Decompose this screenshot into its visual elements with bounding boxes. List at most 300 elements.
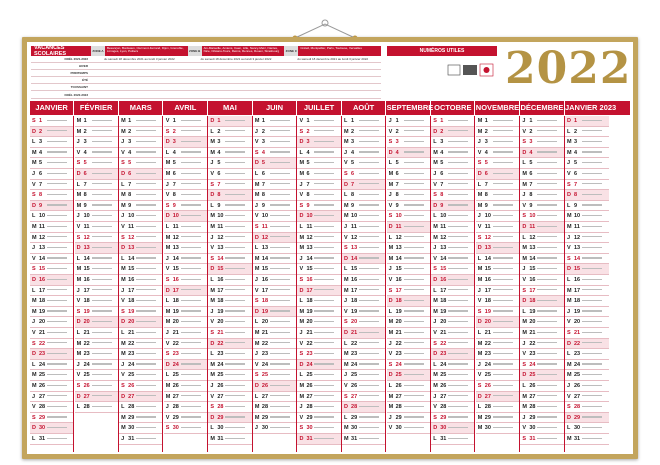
- day-cell[interactable]: [119, 222, 162, 233]
- day-cell[interactable]: [520, 233, 563, 244]
- day-cell[interactable]: [164, 243, 207, 254]
- day-cell[interactable]: [342, 402, 385, 413]
- day-cell[interactable]: [476, 381, 519, 392]
- day-cell[interactable]: [164, 360, 207, 371]
- day-cell[interactable]: [387, 360, 430, 371]
- day-cell[interactable]: [75, 158, 118, 169]
- day-cell[interactable]: [297, 423, 340, 434]
- day-cell[interactable]: [119, 296, 162, 307]
- day-cell[interactable]: [297, 127, 340, 138]
- day-cell[interactable]: [431, 307, 474, 318]
- day-cell[interactable]: [119, 286, 162, 297]
- day-cell[interactable]: [387, 286, 430, 297]
- day-cell[interactable]: [119, 349, 162, 360]
- day-cell[interactable]: [387, 158, 430, 169]
- day-cell[interactable]: [208, 190, 251, 201]
- day-cell[interactable]: [297, 370, 340, 381]
- day-cell[interactable]: [30, 116, 73, 127]
- day-cell[interactable]: [164, 264, 207, 275]
- day-cell[interactable]: [119, 413, 162, 424]
- day-cell[interactable]: [387, 370, 430, 381]
- day-cell[interactable]: [119, 339, 162, 350]
- day-cell[interactable]: [253, 169, 296, 180]
- day-cell[interactable]: [520, 317, 563, 328]
- day-cell[interactable]: [208, 307, 251, 318]
- day-cell[interactable]: [30, 211, 73, 222]
- day-cell[interactable]: [75, 148, 118, 159]
- day-cell[interactable]: [297, 317, 340, 328]
- day-cell[interactable]: [565, 275, 609, 286]
- day-cell[interactable]: [342, 370, 385, 381]
- day-cell[interactable]: [297, 254, 340, 265]
- day-cell[interactable]: [431, 127, 474, 138]
- day-cell[interactable]: [30, 349, 73, 360]
- day-cell[interactable]: [297, 264, 340, 275]
- day-cell[interactable]: [520, 137, 563, 148]
- day-cell[interactable]: [253, 413, 296, 424]
- day-cell[interactable]: [431, 169, 474, 180]
- day-cell[interactable]: [431, 317, 474, 328]
- day-cell[interactable]: [30, 137, 73, 148]
- day-cell[interactable]: [75, 370, 118, 381]
- day-cell[interactable]: [342, 434, 385, 445]
- day-cell[interactable]: [476, 190, 519, 201]
- day-cell[interactable]: [520, 222, 563, 233]
- day-cell[interactable]: [208, 116, 251, 127]
- day-cell[interactable]: [387, 137, 430, 148]
- day-cell[interactable]: [75, 222, 118, 233]
- day-cell[interactable]: [164, 222, 207, 233]
- day-cell[interactable]: [520, 254, 563, 265]
- day-cell[interactable]: [75, 254, 118, 265]
- day-cell[interactable]: [253, 349, 296, 360]
- day-cell[interactable]: [30, 328, 73, 339]
- day-cell[interactable]: [297, 116, 340, 127]
- day-cell[interactable]: [387, 296, 430, 307]
- day-cell[interactable]: [30, 201, 73, 212]
- day-cell[interactable]: [565, 148, 609, 159]
- day-cell[interactable]: [30, 127, 73, 138]
- day-cell[interactable]: [565, 413, 609, 424]
- day-cell[interactable]: [164, 296, 207, 307]
- day-cell[interactable]: [75, 360, 118, 371]
- day-cell[interactable]: [342, 296, 385, 307]
- day-cell[interactable]: [75, 180, 118, 191]
- day-cell[interactable]: [476, 211, 519, 222]
- day-cell[interactable]: [520, 180, 563, 191]
- day-cell[interactable]: [253, 296, 296, 307]
- day-cell[interactable]: [297, 339, 340, 350]
- day-cell[interactable]: [342, 264, 385, 275]
- day-cell[interactable]: [119, 328, 162, 339]
- day-cell[interactable]: [297, 137, 340, 148]
- day-cell[interactable]: [164, 339, 207, 350]
- day-cell[interactable]: [431, 360, 474, 371]
- day-cell[interactable]: [208, 211, 251, 222]
- day-cell[interactable]: [565, 317, 609, 328]
- day-cell[interactable]: [119, 275, 162, 286]
- day-cell[interactable]: [30, 317, 73, 328]
- day-cell[interactable]: [431, 254, 474, 265]
- day-cell[interactable]: [119, 423, 162, 434]
- day-cell[interactable]: [75, 392, 118, 403]
- day-cell[interactable]: [30, 360, 73, 371]
- day-cell[interactable]: [164, 413, 207, 424]
- day-cell[interactable]: [431, 201, 474, 212]
- day-cell[interactable]: [297, 211, 340, 222]
- day-cell[interactable]: [75, 211, 118, 222]
- day-cell[interactable]: [431, 296, 474, 307]
- day-cell[interactable]: [520, 286, 563, 297]
- day-cell[interactable]: [297, 190, 340, 201]
- day-cell[interactable]: [208, 222, 251, 233]
- day-cell[interactable]: [476, 296, 519, 307]
- day-cell[interactable]: [520, 328, 563, 339]
- day-cell[interactable]: [164, 275, 207, 286]
- day-cell[interactable]: [253, 264, 296, 275]
- day-cell[interactable]: [75, 137, 118, 148]
- day-cell[interactable]: [520, 339, 563, 350]
- day-cell[interactable]: [431, 434, 474, 445]
- day-cell[interactable]: [75, 317, 118, 328]
- day-cell[interactable]: [520, 211, 563, 222]
- day-cell[interactable]: [164, 317, 207, 328]
- day-cell[interactable]: [342, 116, 385, 127]
- day-cell[interactable]: [208, 317, 251, 328]
- day-cell[interactable]: [565, 307, 609, 318]
- day-cell[interactable]: [297, 169, 340, 180]
- day-cell[interactable]: [387, 264, 430, 275]
- day-cell[interactable]: [431, 264, 474, 275]
- day-cell[interactable]: [30, 275, 73, 286]
- day-cell[interactable]: [431, 180, 474, 191]
- day-cell[interactable]: [342, 392, 385, 403]
- day-cell[interactable]: [208, 381, 251, 392]
- day-cell[interactable]: [297, 233, 340, 244]
- day-cell[interactable]: [387, 328, 430, 339]
- day-cell[interactable]: [253, 233, 296, 244]
- day-cell[interactable]: [119, 233, 162, 244]
- day-cell[interactable]: [297, 296, 340, 307]
- day-cell[interactable]: [119, 190, 162, 201]
- day-cell[interactable]: [30, 413, 73, 424]
- day-cell[interactable]: [387, 169, 430, 180]
- day-cell[interactable]: [253, 201, 296, 212]
- day-cell[interactable]: [387, 254, 430, 265]
- day-cell[interactable]: [208, 254, 251, 265]
- day-cell[interactable]: [431, 222, 474, 233]
- day-cell[interactable]: [30, 339, 73, 350]
- day-cell[interactable]: [476, 328, 519, 339]
- day-cell[interactable]: [520, 127, 563, 138]
- day-cell[interactable]: [520, 275, 563, 286]
- day-cell[interactable]: [431, 349, 474, 360]
- day-cell[interactable]: [297, 158, 340, 169]
- day-cell[interactable]: [342, 222, 385, 233]
- day-cell[interactable]: [30, 190, 73, 201]
- day-cell[interactable]: [342, 190, 385, 201]
- day-cell[interactable]: [30, 370, 73, 381]
- day-cell[interactable]: [520, 392, 563, 403]
- day-cell[interactable]: [297, 402, 340, 413]
- day-cell[interactable]: [342, 211, 385, 222]
- day-cell[interactable]: [387, 233, 430, 244]
- day-cell[interactable]: [30, 243, 73, 254]
- day-cell[interactable]: [75, 381, 118, 392]
- day-cell[interactable]: [476, 402, 519, 413]
- day-cell[interactable]: [208, 392, 251, 403]
- day-cell[interactable]: [253, 148, 296, 159]
- day-cell[interactable]: [387, 317, 430, 328]
- day-cell[interactable]: [164, 381, 207, 392]
- day-cell[interactable]: [253, 370, 296, 381]
- day-cell[interactable]: [119, 137, 162, 148]
- day-cell[interactable]: [164, 137, 207, 148]
- day-cell[interactable]: [520, 296, 563, 307]
- day-cell[interactable]: [565, 233, 609, 244]
- day-cell[interactable]: [565, 286, 609, 297]
- day-cell[interactable]: [342, 233, 385, 244]
- day-cell[interactable]: [208, 201, 251, 212]
- day-cell[interactable]: [520, 116, 563, 127]
- day-cell[interactable]: [119, 392, 162, 403]
- day-cell[interactable]: [119, 254, 162, 265]
- day-cell[interactable]: [164, 116, 207, 127]
- day-cell[interactable]: [520, 381, 563, 392]
- day-cell[interactable]: [476, 423, 519, 434]
- day-cell[interactable]: [164, 180, 207, 191]
- day-cell[interactable]: [387, 243, 430, 254]
- day-cell[interactable]: [431, 392, 474, 403]
- day-cell[interactable]: [297, 243, 340, 254]
- day-cell[interactable]: [431, 190, 474, 201]
- day-cell[interactable]: [119, 148, 162, 159]
- day-cell[interactable]: [119, 381, 162, 392]
- day-cell[interactable]: [342, 286, 385, 297]
- day-cell[interactable]: [387, 402, 430, 413]
- day-cell[interactable]: [387, 349, 430, 360]
- day-cell[interactable]: [520, 423, 563, 434]
- day-cell[interactable]: [30, 296, 73, 307]
- day-cell[interactable]: [30, 148, 73, 159]
- day-cell[interactable]: [30, 392, 73, 403]
- day-cell[interactable]: [342, 328, 385, 339]
- day-cell[interactable]: [75, 328, 118, 339]
- day-cell[interactable]: [253, 254, 296, 265]
- day-cell[interactable]: [297, 201, 340, 212]
- day-cell[interactable]: [565, 381, 609, 392]
- day-cell[interactable]: [431, 402, 474, 413]
- day-cell[interactable]: [520, 434, 563, 445]
- day-cell[interactable]: [208, 158, 251, 169]
- day-cell[interactable]: [30, 264, 73, 275]
- day-cell[interactable]: [208, 137, 251, 148]
- day-cell[interactable]: [208, 423, 251, 434]
- day-cell[interactable]: [476, 392, 519, 403]
- day-cell[interactable]: [565, 254, 609, 265]
- day-cell[interactable]: [387, 201, 430, 212]
- day-cell[interactable]: [520, 243, 563, 254]
- day-cell[interactable]: [253, 339, 296, 350]
- day-cell[interactable]: [387, 190, 430, 201]
- day-cell[interactable]: [387, 423, 430, 434]
- day-cell[interactable]: [476, 137, 519, 148]
- day-cell[interactable]: [253, 180, 296, 191]
- day-cell[interactable]: [476, 264, 519, 275]
- day-cell[interactable]: [164, 169, 207, 180]
- day-cell[interactable]: [208, 180, 251, 191]
- day-cell[interactable]: [164, 423, 207, 434]
- day-cell[interactable]: [119, 158, 162, 169]
- day-cell[interactable]: [164, 286, 207, 297]
- day-cell[interactable]: [208, 349, 251, 360]
- day-cell[interactable]: [565, 180, 609, 191]
- day-cell[interactable]: [208, 360, 251, 371]
- day-cell[interactable]: [30, 307, 73, 318]
- day-cell[interactable]: [387, 222, 430, 233]
- day-cell[interactable]: [520, 307, 563, 318]
- day-cell[interactable]: [431, 116, 474, 127]
- day-cell[interactable]: [75, 275, 118, 286]
- day-cell[interactable]: [75, 169, 118, 180]
- day-cell[interactable]: [342, 381, 385, 392]
- day-cell[interactable]: [476, 360, 519, 371]
- day-cell[interactable]: [565, 402, 609, 413]
- day-cell[interactable]: [342, 317, 385, 328]
- day-cell[interactable]: [431, 381, 474, 392]
- day-cell[interactable]: [476, 158, 519, 169]
- day-cell[interactable]: [164, 233, 207, 244]
- day-cell[interactable]: [342, 243, 385, 254]
- day-cell[interactable]: [75, 307, 118, 318]
- day-cell[interactable]: [297, 381, 340, 392]
- day-cell[interactable]: [387, 116, 430, 127]
- day-cell[interactable]: [565, 211, 609, 222]
- day-cell[interactable]: [476, 116, 519, 127]
- day-cell[interactable]: [520, 370, 563, 381]
- day-cell[interactable]: [164, 201, 207, 212]
- day-cell[interactable]: [297, 286, 340, 297]
- day-cell[interactable]: [164, 328, 207, 339]
- day-cell[interactable]: [476, 169, 519, 180]
- day-cell[interactable]: [164, 211, 207, 222]
- day-cell[interactable]: [565, 296, 609, 307]
- day-cell[interactable]: [565, 169, 609, 180]
- day-cell[interactable]: [476, 233, 519, 244]
- day-cell[interactable]: [565, 434, 609, 445]
- day-cell[interactable]: [208, 127, 251, 138]
- day-cell[interactable]: [30, 286, 73, 297]
- day-cell[interactable]: [75, 190, 118, 201]
- day-cell[interactable]: [208, 264, 251, 275]
- day-cell[interactable]: [431, 370, 474, 381]
- day-cell[interactable]: [164, 148, 207, 159]
- day-cell[interactable]: [164, 254, 207, 265]
- day-cell[interactable]: [476, 180, 519, 191]
- day-cell[interactable]: [520, 158, 563, 169]
- day-cell[interactable]: [253, 137, 296, 148]
- day-cell[interactable]: [30, 169, 73, 180]
- day-cell[interactable]: [253, 381, 296, 392]
- day-cell[interactable]: [30, 158, 73, 169]
- day-cell[interactable]: [520, 413, 563, 424]
- day-cell[interactable]: [387, 381, 430, 392]
- day-cell[interactable]: [208, 243, 251, 254]
- day-cell[interactable]: [75, 402, 118, 413]
- day-cell[interactable]: [565, 190, 609, 201]
- day-cell[interactable]: [253, 127, 296, 138]
- day-cell[interactable]: [119, 211, 162, 222]
- day-cell[interactable]: [253, 307, 296, 318]
- day-cell[interactable]: [253, 360, 296, 371]
- day-cell[interactable]: [476, 413, 519, 424]
- day-cell[interactable]: [342, 180, 385, 191]
- day-cell[interactable]: [431, 158, 474, 169]
- day-cell[interactable]: [208, 339, 251, 350]
- day-cell[interactable]: [476, 127, 519, 138]
- day-cell[interactable]: [30, 423, 73, 434]
- day-cell[interactable]: [520, 148, 563, 159]
- day-cell[interactable]: [253, 423, 296, 434]
- day-cell[interactable]: [119, 180, 162, 191]
- day-cell[interactable]: [208, 169, 251, 180]
- day-cell[interactable]: [476, 275, 519, 286]
- day-cell[interactable]: [342, 413, 385, 424]
- day-cell[interactable]: [565, 243, 609, 254]
- day-cell[interactable]: [297, 349, 340, 360]
- day-cell[interactable]: [75, 201, 118, 212]
- day-cell[interactable]: [119, 370, 162, 381]
- day-cell[interactable]: [387, 127, 430, 138]
- day-cell[interactable]: [119, 402, 162, 413]
- day-cell[interactable]: [520, 169, 563, 180]
- day-cell[interactable]: [520, 360, 563, 371]
- day-cell[interactable]: [208, 148, 251, 159]
- day-cell[interactable]: [164, 158, 207, 169]
- day-cell[interactable]: [476, 254, 519, 265]
- day-cell[interactable]: [476, 370, 519, 381]
- day-cell[interactable]: [119, 243, 162, 254]
- day-cell[interactable]: [431, 243, 474, 254]
- day-cell[interactable]: [297, 392, 340, 403]
- day-cell[interactable]: [565, 370, 609, 381]
- day-cell[interactable]: [297, 360, 340, 371]
- day-cell[interactable]: [75, 116, 118, 127]
- day-cell[interactable]: [253, 190, 296, 201]
- day-cell[interactable]: [30, 402, 73, 413]
- day-cell[interactable]: [387, 211, 430, 222]
- day-cell[interactable]: [208, 296, 251, 307]
- day-cell[interactable]: [431, 275, 474, 286]
- day-cell[interactable]: [297, 275, 340, 286]
- day-cell[interactable]: [75, 243, 118, 254]
- day-cell[interactable]: [164, 370, 207, 381]
- day-cell[interactable]: [565, 201, 609, 212]
- day-cell[interactable]: [342, 423, 385, 434]
- day-cell[interactable]: [253, 116, 296, 127]
- day-cell[interactable]: [119, 116, 162, 127]
- day-cell[interactable]: [387, 275, 430, 286]
- day-cell[interactable]: [565, 328, 609, 339]
- day-cell[interactable]: [253, 402, 296, 413]
- day-cell[interactable]: [387, 413, 430, 424]
- day-cell[interactable]: [565, 127, 609, 138]
- day-cell[interactable]: [75, 264, 118, 275]
- day-cell[interactable]: [119, 201, 162, 212]
- day-cell[interactable]: [253, 286, 296, 297]
- day-cell[interactable]: [431, 211, 474, 222]
- day-cell[interactable]: [565, 360, 609, 371]
